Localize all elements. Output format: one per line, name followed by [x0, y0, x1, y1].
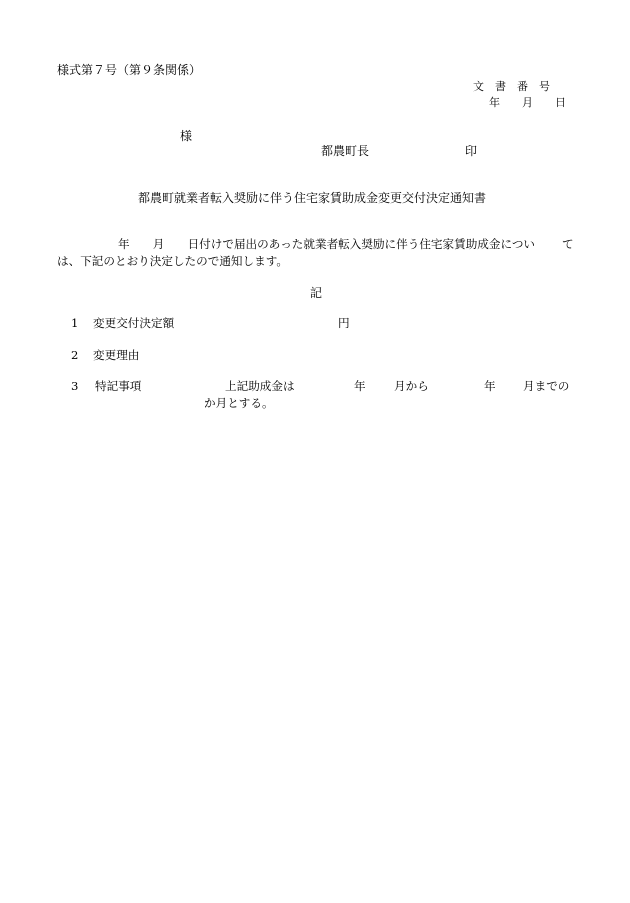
item-3-continuation: か月とする。	[204, 396, 274, 410]
document-title: 都農町就業者転入奨励に伴う住宅家賃助成金変更交付決定通知書	[138, 191, 487, 205]
ki-heading: 記	[310, 286, 323, 300]
item-1-unit: 円	[338, 316, 350, 330]
item-3-label: 特記事項	[95, 379, 142, 393]
item-3-number: 3	[71, 379, 79, 393]
item-2-label: 変更理由	[93, 348, 140, 362]
item-3-text-subsidy: 上記助成金は	[225, 379, 295, 393]
item-3-month-until: 月までの	[523, 379, 570, 393]
addressee-suffix: 様	[180, 129, 193, 143]
body-line-2: は、下記のとおり決定したので通知します。	[57, 254, 288, 268]
item-3-year-2: 年	[484, 379, 496, 393]
item-3-month-from: 月から	[394, 379, 429, 393]
item-2-number: 2	[71, 348, 79, 362]
seal-mark: 印	[465, 144, 478, 158]
document-number-label: 文 書 番 号	[473, 80, 550, 93]
body-line-1-end: て	[562, 237, 574, 251]
item-1-label: 変更交付決定額	[93, 316, 175, 330]
body-line-1: 年 月 日付けで届出のあった就業者転入奨励に伴う住宅家賃助成金につい	[118, 237, 536, 251]
item-1-number: 1	[71, 316, 79, 330]
date-line: 年 月 日	[489, 96, 566, 109]
issuer-name: 都農町長	[321, 144, 370, 158]
item-3-year-1: 年	[354, 379, 366, 393]
form-number: 様式第７号（第９条関係）	[57, 63, 202, 77]
